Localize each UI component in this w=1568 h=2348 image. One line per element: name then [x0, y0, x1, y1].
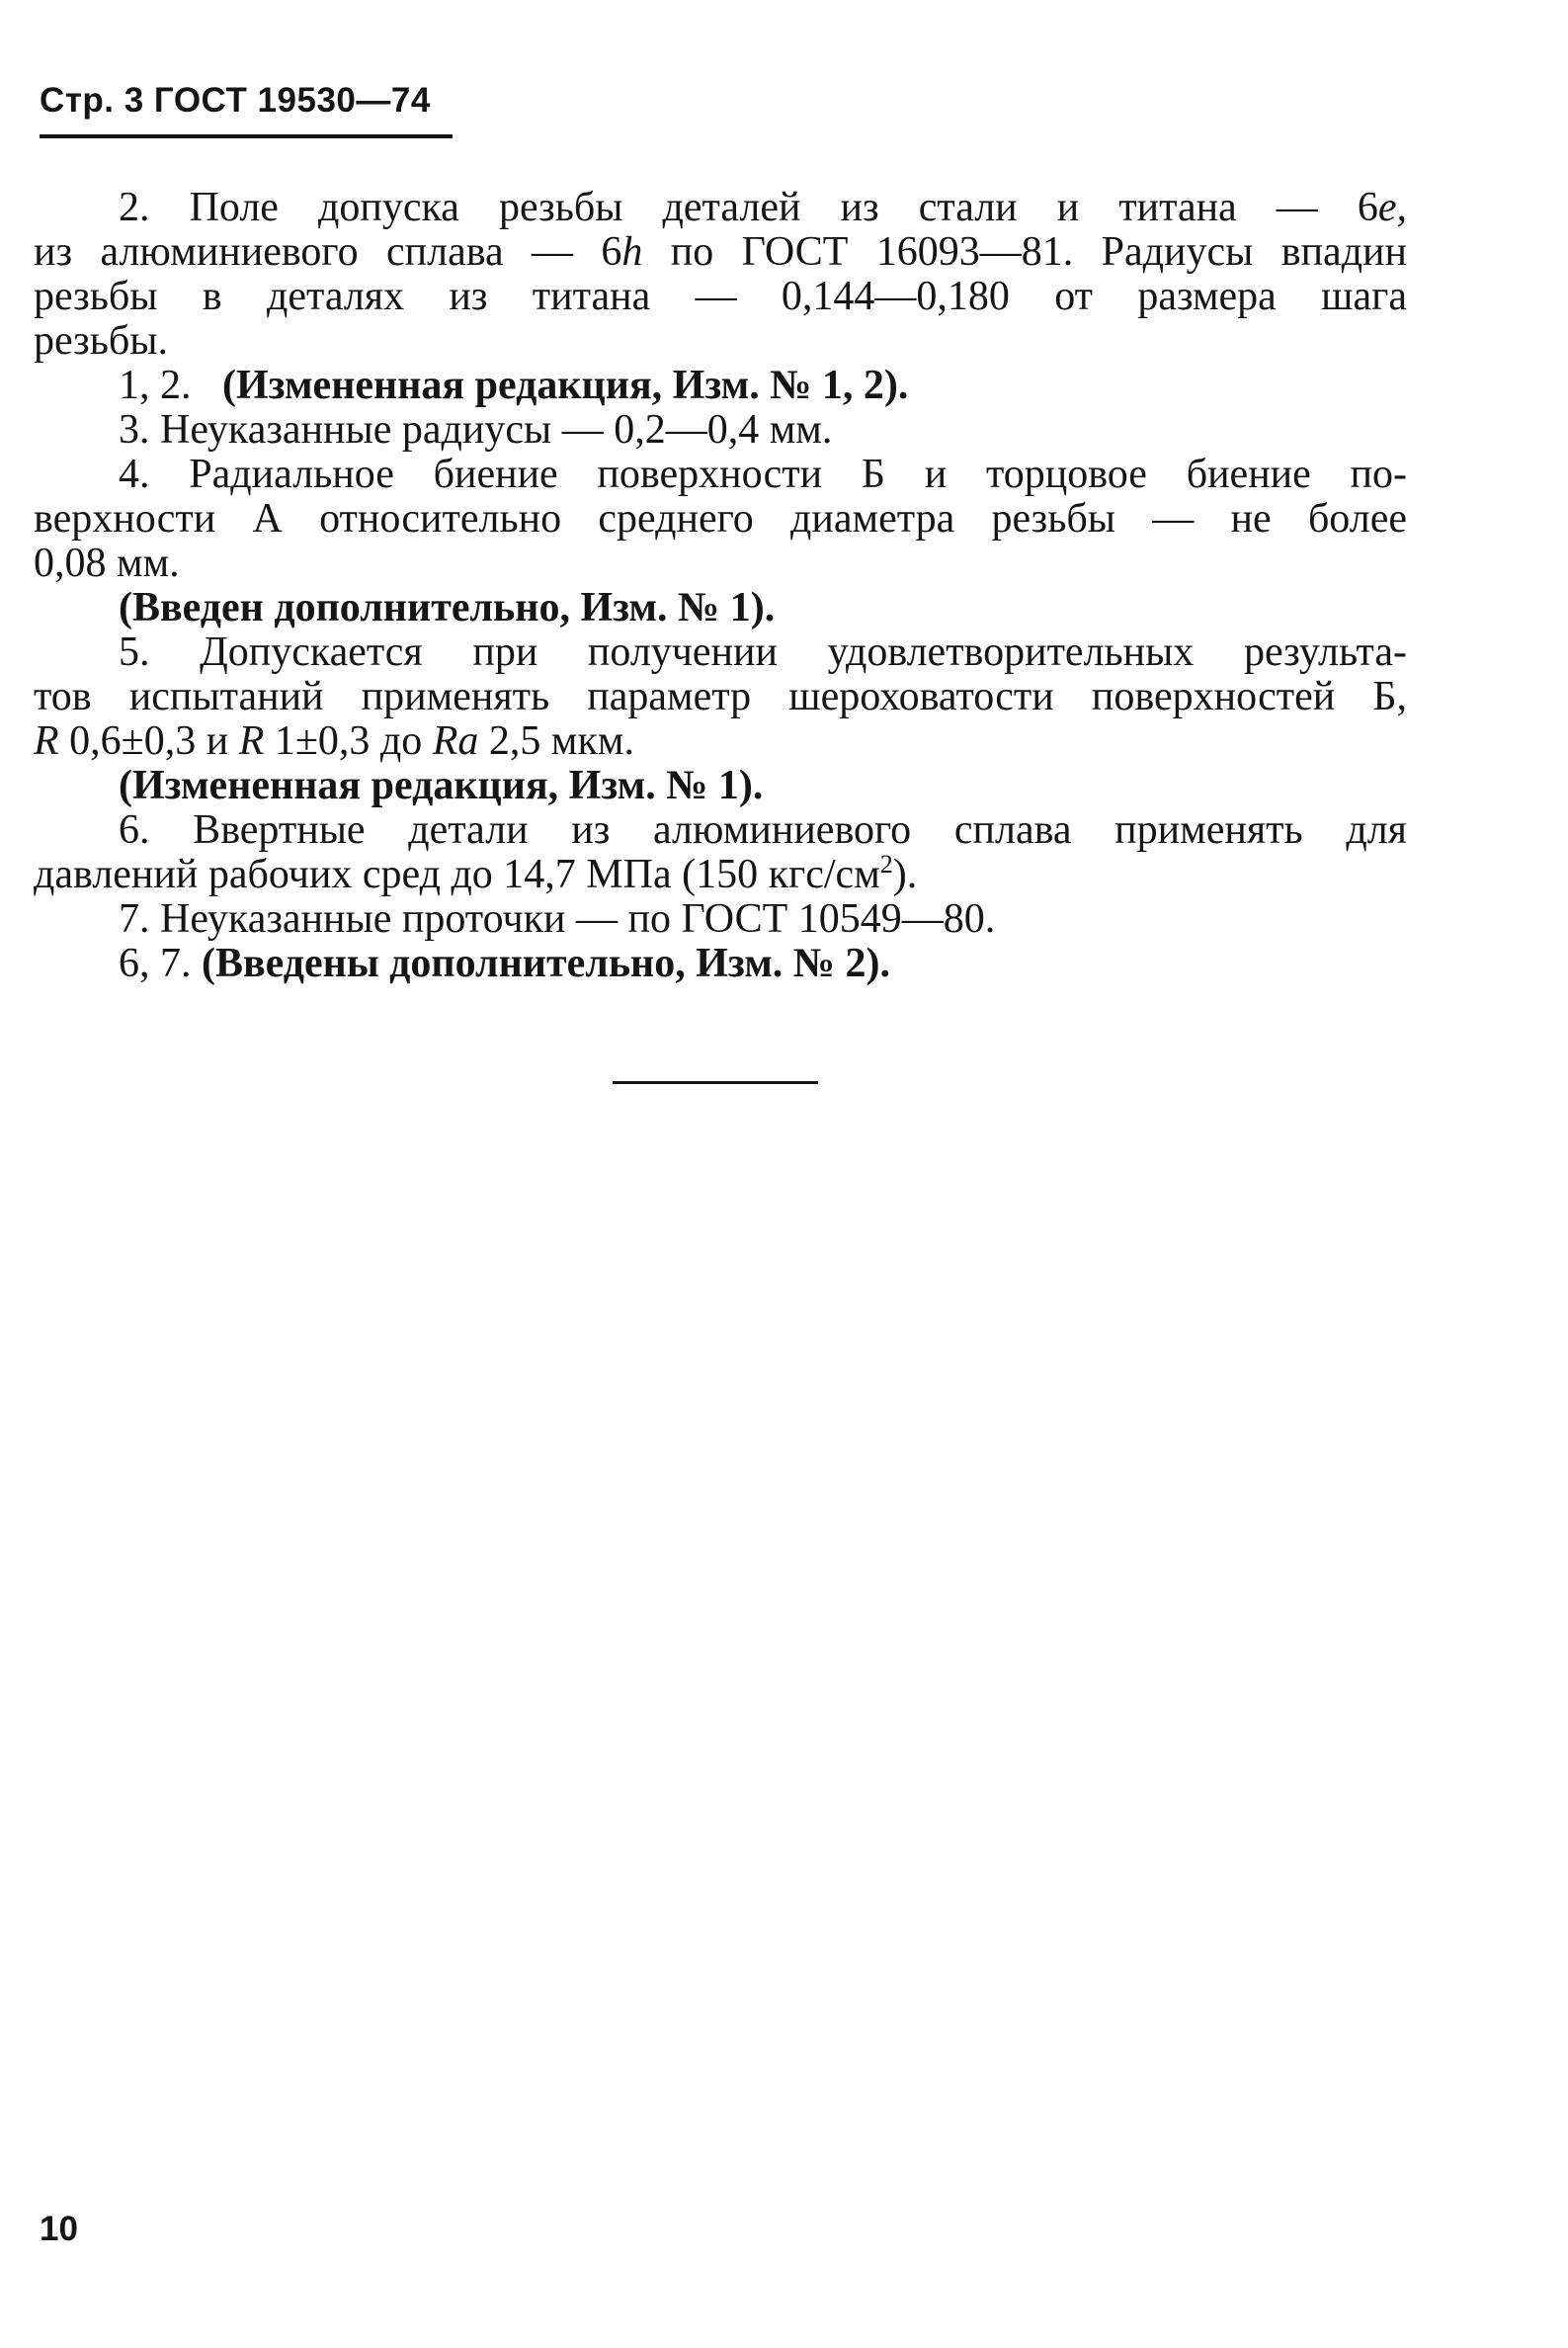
document-body [34, 186, 1407, 986]
paragraph-2-line-1: 2. Поле допуска резьбы деталей из стали и титана — 6e, [119, 185, 1407, 230]
paragraph-7: 7. Неуказанные проточки — по ГОСТ 10549—80. [119, 896, 996, 942]
header-rule [40, 134, 453, 138]
paragraph-6-line-2: давлений рабочих сред до 14,7 МПа (150 кгс/$см^2$). [34, 850, 918, 897]
amendment-number: 6, 7. [119, 941, 192, 986]
amendment-note-1-2 [34, 364, 1407, 408]
amendment-number: 1, 2. [119, 363, 192, 408]
section-end-rule [613, 1081, 818, 1084]
paragraph-5-line-2: тов испытаний применять параметр шероховатости поверхностей Б, [34, 674, 1407, 719]
amendment-note-4: (Введен дополнительно, Изм. № 1). [119, 585, 776, 630]
paragraph-3: 3. Неуказанные радиусы — 0,2—0,4 мм. [119, 407, 833, 453]
page-number: 10 [40, 2210, 78, 2248]
amendment-text: (Введены дополнительно, Изм. № 2). [202, 941, 890, 986]
paragraph-4-line-1: 4. Радиальное биение поверхности Б и торцовое биение по- [119, 452, 1407, 497]
paragraph-2-line-4: резьбы. [34, 318, 168, 364]
paragraph-2-line-2: из алюминиевого сплава — 6h по ГОСТ 16093—81. Радиусы впадин [34, 229, 1408, 275]
paragraph-4-line-3: 0,08 мм. [34, 541, 180, 586]
running-header: Стр. 3 ГОСТ 19530—74 [40, 81, 431, 120]
amendment-note-5: (Измененная редакция, Изм. № 1). [119, 763, 764, 808]
paragraph-5-line-3: R 0,6±0,3 и R 1±0,3 до Ra 2,5 мкм. [34, 718, 634, 764]
amendment-note-6-7 [34, 942, 1407, 986]
paragraph-5-line-1: 5. Допускается при получении удовлетворительных результа- [119, 629, 1407, 675]
paragraph-4-line-2: верхности А относительно среднего диаметра резьбы — не более [34, 496, 1407, 542]
paragraph-2-line-3: резьбы в деталях из титана — 0,144—0,180 от размера шага [34, 274, 1407, 319]
paragraph-6-line-1: 6. Ввертные детали из алюминиевого сплава применять для [119, 807, 1407, 853]
amendment-text: (Измененная редакция, Изм. № 1, 2). [222, 363, 909, 408]
